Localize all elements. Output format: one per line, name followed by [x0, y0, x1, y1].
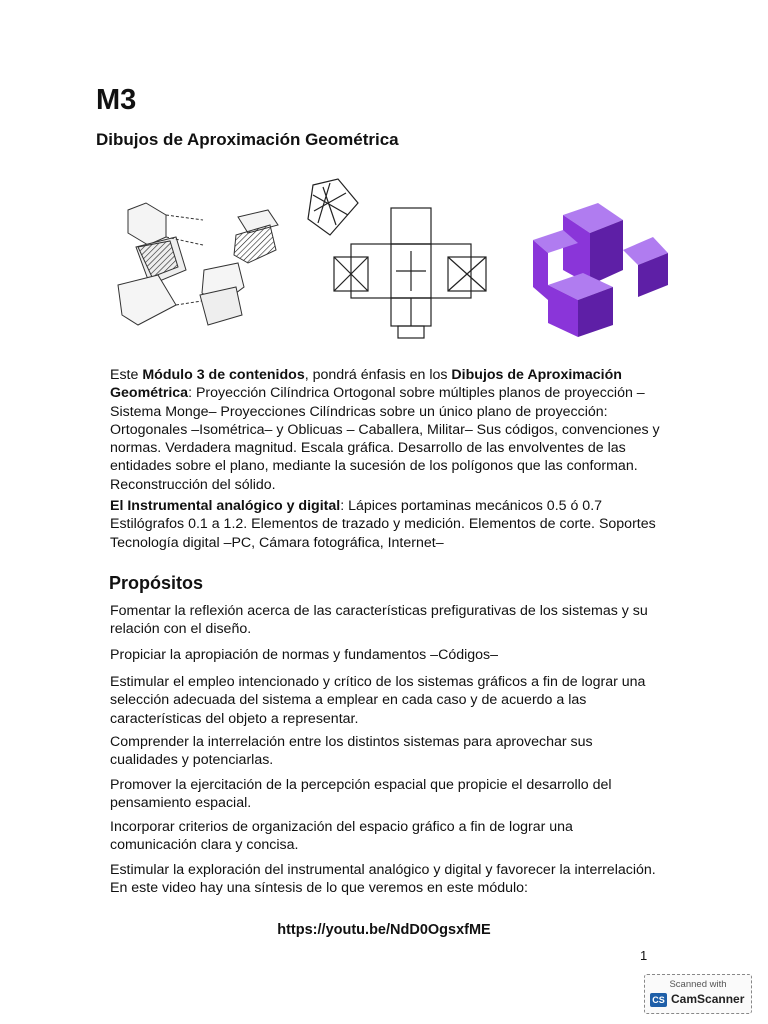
proposito-item: Propiciar la apropiación de normas y fundamentos –Códigos–: [110, 647, 499, 663]
video-link[interactable]: https://youtu.be/NdD0OgsxfME: [277, 922, 491, 938]
oblique-solid-drawing: [118, 203, 278, 325]
camscanner-logo-icon: CS: [650, 993, 667, 1007]
camscanner-watermark: [644, 974, 752, 1014]
purple-solid-render: [533, 203, 668, 337]
section-heading-propositos: Propósitos: [109, 573, 204, 593]
watermark-scanned-text: Scanned with: [669, 979, 727, 990]
development-drawing: [308, 179, 486, 338]
proposito-item: Promover la ejercitación de la percepción espacial que propicie el desarrollo del pensamiento espacial.: [110, 777, 612, 812]
proposito-item: Fomentar la reflexión acerca de las características prefigurativas de los sistemas y su relación con el diseño.: [110, 603, 648, 638]
geometric-drawings-figure: [108, 175, 673, 340]
proposito-item: Incorporar criterios de organización del espacio gráfico a fin de lograr una comunicación clara y concisa.: [110, 819, 573, 854]
watermark-brand: CamScanner: [671, 992, 745, 1006]
module-code: M3: [96, 84, 137, 116]
instrumental-paragraph: El Instrumental analógico y digital: Lápices portaminas mecánicos 0.5 ó 0.7 Estilógrafos 0.1 a 1.2. Elementos de trazado y medición. Elementos de corte. Soportes Tecnología digital –PC, Cámara fotográfica, Internet–: [110, 498, 656, 551]
proposito-item: Estimular el empleo intencionado y crítico de los sistemas gráficos a fin de lograr una selección adecuada del sistema a emplear en cada caso y de acuerdo a las características del objeto a representar.: [110, 674, 646, 727]
proposito-item: Estimular la exploración del instrumental analógico y digital y favorecer la interrelación. En este video hay una síntesis de lo que veremos en este módulo:: [110, 862, 656, 897]
intro-paragraph: Este Módulo 3 de contenidos, pondrá énfasis en los Dibujos de Aproximación Geométrica: Proyección Cilíndrica Ortogonal sobre múltiples planos de proyección –Sistema Monge– Proyecciones Cilíndricas sobre un único plano de proyección: Ortogonales –Isométrica– y Oblicuas – Caballera, Militar– Sus códigos, convenciones y normas. Verdadera magnitud. Escala gráfica. Desarrollo de las envolventes de las entidades sobre el plano, mediante la sucesión de los polígonos que las conforman. Reconstrucción del sólido.: [110, 367, 660, 493]
page-number: 1: [640, 948, 648, 963]
document-subtitle: Dibujos de Aproximación Geométrica: [96, 130, 399, 149]
proposito-item: Comprender la interrelación entre los distintos sistemas para aprovechar sus cualidades y potenciarlas.: [110, 734, 593, 769]
